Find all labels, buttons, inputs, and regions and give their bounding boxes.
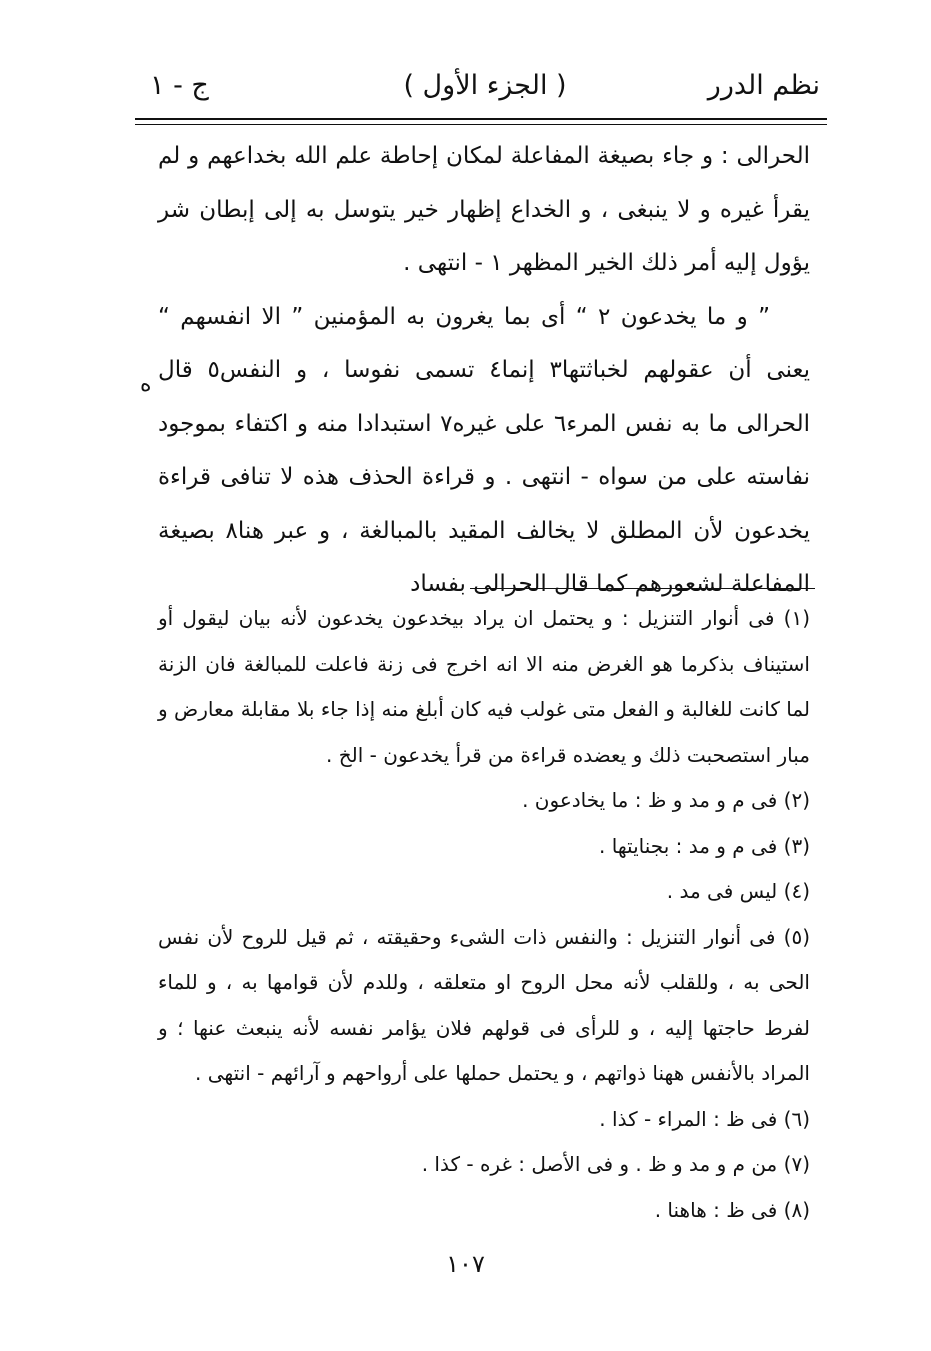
footnote: (٦) فى ظ : المراء - كذا . xyxy=(599,1106,810,1131)
paragraph: الحرالى : و جاء بصيغة المفاعلة لمكان إحاطة علم الله بخداعهم و لم يقرأ غيره و لا ينبغى ، و الخداع إظهار خير يتوسل به إلى إبطان شر يؤول إليه أمر ذلك الخير المظهر ١ - انتهى . xyxy=(158,143,810,276)
footnote: (٥) فى أنوار التنزيل : والنفس ذات الشىء وحقيقته ، ثم قيل للروح لأن نفس الحى به ، وللقلب لأنه محل الروح او متعلقه ، وللدم لأن قوامها به ، و للماء لفرط حاجتها إليه ، و للرأى فى قولهم فلان يؤامر نفسه لأنه ينبعث عنها ؛ و المراد بالأنفس ههنا ذواتهم ، و يحتمل حملها على أرواحهم و آرائهم - انتهى . xyxy=(158,924,810,1085)
footnote: (١) فى أنوار التنزيل : و يحتمل ان يراد بيخدعون يخدعون لأنه بيان ليقول أو استيناف بذكرما هو الغرض منه الا انه اخرج فى زنة فاعلت للمبالغة فان الزنة لما كانت للغالبة و الفعل متى غولب فيه كان أبلغ منه إذا جاء بلا مقابلة معارض و مبار استصحبت ذلك و يعضده قراءة من قرأ يخدعون - الخ . xyxy=(158,606,810,767)
running-header xyxy=(150,62,820,112)
footnotes xyxy=(158,596,810,1233)
main-text xyxy=(158,130,810,612)
header-divider xyxy=(135,118,827,125)
footnote: (٧) من م و مد و ظ . و فى الأصل : غره - كذا . xyxy=(421,1152,810,1176)
footnote: (٢) فى م و مد و ظ : ما يخادعون . xyxy=(522,788,810,812)
volume-label: ج - ١ xyxy=(150,70,209,101)
margin-marker: ه xyxy=(140,372,152,397)
footnote-divider xyxy=(470,588,815,589)
page-number: ١٠٧ xyxy=(446,1250,485,1278)
footnote: (٣) فى م و مد : بجنايتها . xyxy=(599,833,810,858)
book-title: نظم الدرر xyxy=(707,70,820,101)
footnote: (٤) ليس فى مد . xyxy=(666,879,810,903)
footnote: (٨) فى ظ : هاهنا . xyxy=(654,1197,810,1222)
part-label: ( الجزء الأول ) xyxy=(403,70,567,101)
paragraph: ” و ما يخدعون ٢ “ أى بما يغرون به المؤمنين ” الا انفسهم “ يعنى أن عقولهم لخباثتها٣ إنما٤ تسمى نفوسا ، و النفس٥ قال الحرالى ما به نفس المرء٦ على غيره٧ استبدادا منه و اكتفاء بموجود نفاسته على من سواه - انتهى . و قراءة الحذف هذه لا تنافى قراءة يخدعون لأن المطلق لا يخالف المقيد بالمبالغة ، و عبر هنا٨ بصيغة المفاعلة لشعورهم كما قال الحرالى بفساد xyxy=(158,303,811,597)
